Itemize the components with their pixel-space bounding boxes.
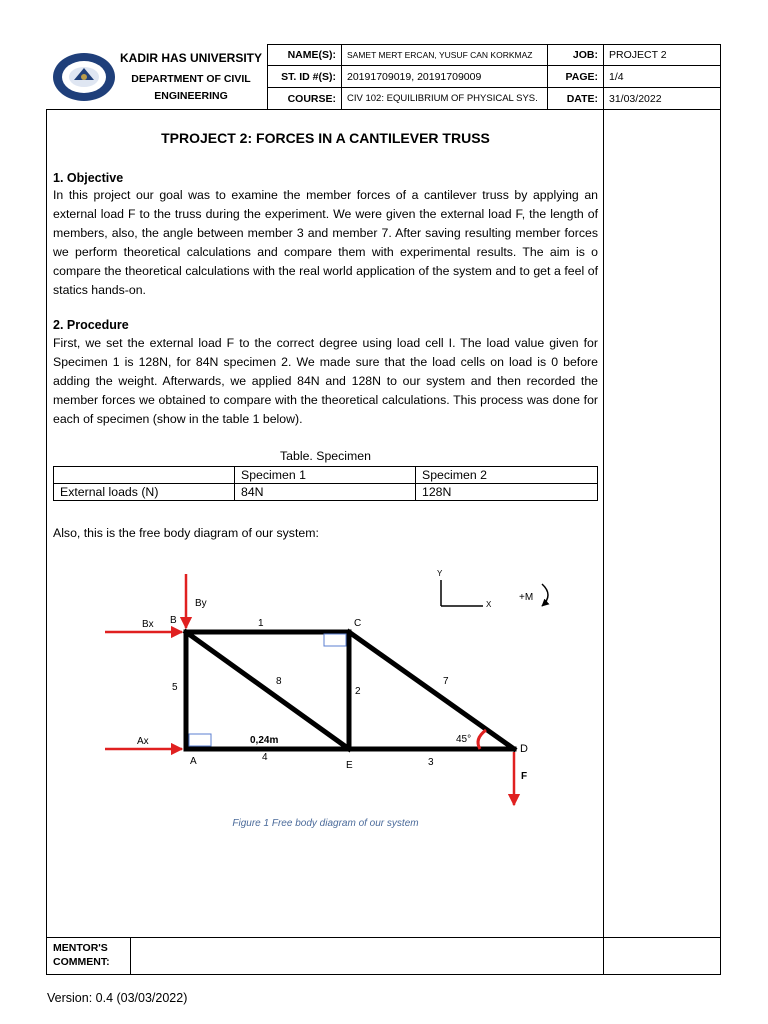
member-label-1: 1 [258,618,264,629]
dimension-label: 0,24m [250,735,279,746]
date-value: 31/03/2022 [609,92,662,105]
axis-label-y: Y [437,569,443,578]
axis-label-x: X [486,600,492,609]
member-label-7: 7 [443,676,449,687]
student-id-label: ST. ID #(S): [281,70,336,83]
table-cell: External loads (N) [54,484,235,501]
force-label-f: F [521,771,528,782]
fbd-intro: Also, this is the free body diagram of our system: [53,526,319,540]
department-line-1: DEPARTMENT OF CIVIL [131,73,251,85]
mentor-comment-label-2: COMMENT: [53,956,110,968]
angle-label: 45° [456,734,472,745]
member-7 [349,632,514,749]
node-label-b: B [170,615,177,626]
moment-label: +M [519,592,534,603]
member-8 [186,632,349,749]
procedure-paragraph: First, we set the external load F to the correct degree using load cell I. The load value given for Specimen 1 is 128N, for 84N specimen 2. We made sure that the load cells on load is 0 before adding the weight. Afterwards, we applied 84N and 128N to our system and then recorded the member forces we obtained to compare with the theoretical calculations. This process was done for each of specimen (show in the table 1 below). [53,336,598,426]
version-footer: Version: 0.4 (03/03/2022) [47,991,188,1005]
objective-paragraph: In this project our goal was to examine the member forces of a cantilever truss by applying an external load F to the truss during the experiment. We were given the external load F, the length of members, also, the angle between member 3 and member 7. After saving resulting member forces we perform theoretical calculations and compare them with experimental results. The aim is o compare the theoretical calculations with the real world application of the system and to get a feel of statics hands-on. [53,188,598,297]
node-label-c: C [354,618,362,629]
force-label-by: By [195,598,207,609]
member-label-5: 5 [172,682,178,693]
names-value: SAMET MERT ERCAN, YUSUF CAN KORKMAZ [347,50,533,60]
table-caption: Table. Specimen [280,449,371,463]
right-angle-marker [324,634,346,646]
figure-caption: Figure 1 Free body diagram of our system [232,818,419,829]
procedure-heading: 2. Procedure [53,318,129,332]
force-label-bx: Bx [142,619,154,630]
date-label: DATE: [566,92,598,105]
student-id-value: 20191709019, 20191709009 [347,70,482,83]
table-cell: 84N [235,484,416,501]
table-header-cell: Specimen 1 [235,467,416,484]
job-label: JOB: [572,49,598,61]
member-label-8: 8 [276,676,282,687]
job-value: PROJECT 2 [609,49,667,61]
page-value: 1/4 [609,70,624,83]
course-label: COURSE: [287,92,336,105]
department-line-2: ENGINEERING [154,90,228,102]
force-label-ax: Ax [137,736,149,747]
member-label-3: 3 [428,757,434,768]
moment-arc-icon [542,584,548,606]
university-name: KADIR HAS UNIVERSITY [119,51,262,65]
page-title: TPROJECT 2: FORCES IN A CANTILEVER TRUSS [161,130,490,146]
angle-arc [478,730,486,749]
page-label: PAGE: [565,70,598,83]
right-angle-marker [189,734,211,746]
objective-heading: 1. Objective [53,171,124,185]
member-label-4: 4 [262,752,268,763]
node-label-a: A [190,756,197,767]
node-label-e: E [346,760,353,771]
table-cell: 128N [416,484,598,501]
mentor-comment-label-1: MENTOR'S [53,942,108,954]
node-label-d: D [520,743,528,755]
member-label-2: 2 [355,686,361,697]
names-label: NAME(S): [287,49,336,61]
table-header-cell: Specimen 2 [416,467,598,484]
course-value: CIV 102: EQUILIBRIUM OF PHYSICAL SYS. [347,93,538,104]
